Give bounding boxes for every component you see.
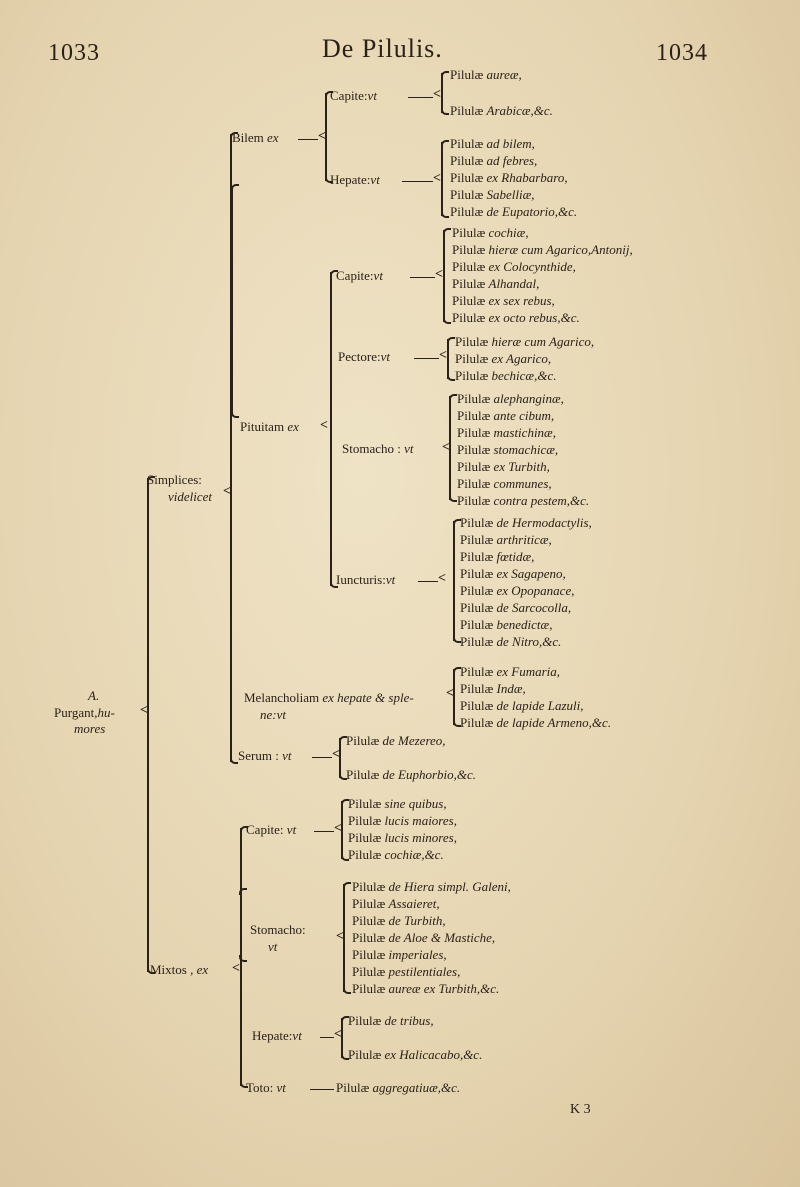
bilem-dash xyxy=(298,139,318,140)
item-word: Pilulæ xyxy=(457,391,491,406)
mix-hepate-brace xyxy=(341,1018,343,1058)
item-word: Pilulæ xyxy=(348,830,382,845)
item-word: Pilulæ xyxy=(460,532,494,547)
item-word: Pilulæ xyxy=(452,310,486,325)
list-item xyxy=(352,930,495,945)
mix-hepate-tip: < xyxy=(334,1027,342,1042)
item-name: de Mezereo, xyxy=(382,733,446,748)
list-item xyxy=(460,617,552,632)
item-word: Pilulæ xyxy=(457,425,491,440)
item-word: Pilulæ xyxy=(346,733,380,748)
list-item xyxy=(450,153,537,168)
item-word: Pilulæ xyxy=(450,153,484,168)
item-name: aureæ, xyxy=(486,67,522,82)
simplices-brace-tip: < xyxy=(223,484,231,499)
list-item xyxy=(348,813,457,828)
item-word: Pilulæ xyxy=(455,368,489,383)
item-name: ex Agarico, xyxy=(491,351,552,366)
item-name: mastichinæ, xyxy=(493,425,556,440)
item-word: Pilulæ xyxy=(348,796,382,811)
bilem-capite-dash xyxy=(408,97,433,98)
item-name: de lapide Armeno,&c. xyxy=(496,715,612,730)
list-item xyxy=(450,187,535,202)
list-item xyxy=(460,715,611,730)
list-item xyxy=(452,259,576,274)
simplices-upper-connector xyxy=(232,186,233,416)
item-name: pestilentiales, xyxy=(388,964,461,979)
item-word: Pilulæ xyxy=(450,204,484,219)
pit-iuncturis-brace xyxy=(453,521,455,641)
bilem-brace-tip: < xyxy=(318,129,326,144)
item-name: aureæ ex Turbith,&c. xyxy=(388,981,500,996)
melancholiam-label: Melancholiam ex hepate & sple- xyxy=(244,690,414,705)
item-name: ex Halicacabo,&c. xyxy=(384,1047,483,1062)
item-name: Sabelliæ, xyxy=(486,187,535,202)
item-word: Pilulæ xyxy=(460,681,494,696)
list-item xyxy=(457,425,556,440)
list-item xyxy=(346,767,476,782)
item-word: Pilulæ xyxy=(348,1047,382,1062)
item-name: de Nitro,&c. xyxy=(496,634,562,649)
item-word: Pilulæ xyxy=(457,459,491,474)
list-item xyxy=(352,913,446,928)
item-name: stomachicæ, xyxy=(493,442,559,457)
list-item xyxy=(352,964,460,979)
page-title: De Pilulis. xyxy=(322,34,443,63)
list-item xyxy=(455,351,551,366)
item-name: cochiæ,&c. xyxy=(384,847,444,862)
bilem-hepate-brace xyxy=(441,142,443,216)
item-word: Pilulæ xyxy=(460,617,494,632)
item-name: ex Fumaria, xyxy=(496,664,561,679)
mix-hepate-label: Hepate:vt xyxy=(252,1028,302,1043)
item-word: Pilulæ xyxy=(455,334,489,349)
list-item xyxy=(460,664,560,679)
list-item xyxy=(455,368,556,383)
root-label-a: A. xyxy=(88,688,100,703)
mix-capite-label: Capite: vt xyxy=(246,822,297,837)
bilem-capite-brace xyxy=(441,73,443,113)
item-word: Pilulæ xyxy=(352,879,386,894)
list-item xyxy=(457,476,552,491)
mix-stomacho-label: Stomacho: xyxy=(250,922,306,937)
mixtos-upper-connector xyxy=(240,890,241,960)
item-word: Pilulæ xyxy=(450,170,484,185)
item-word: Pilulæ xyxy=(348,813,382,828)
bilem-brace xyxy=(325,93,327,181)
item-word: Pilulæ xyxy=(457,442,491,457)
bilem-hepate-tip: < xyxy=(433,171,441,186)
item-name: de Euphorbio,&c. xyxy=(382,767,477,782)
item-name: ex octo rebus,&c. xyxy=(488,310,580,325)
item-name: de tribus, xyxy=(384,1013,434,1028)
mix-stomacho-vt: vt xyxy=(268,939,278,954)
bilem-label: Bilem ex xyxy=(232,130,279,145)
mix-capite-dash xyxy=(314,831,334,832)
mix-toto-dash xyxy=(310,1089,334,1090)
mix-stomacho-tip: < xyxy=(336,929,344,944)
item-word: Pilulæ xyxy=(460,600,494,615)
item-name: communes, xyxy=(493,476,552,491)
pit-iuncturis-label: Iuncturis:vt xyxy=(336,572,396,587)
list-item xyxy=(352,947,447,962)
pituitam-brace-tip: < xyxy=(320,418,328,433)
item-word: Pilulæ xyxy=(450,187,484,202)
item-name: de Sarcocolla, xyxy=(496,600,572,615)
melancholiam-tip: < xyxy=(446,686,454,701)
item-name: ex sex rebus, xyxy=(488,293,555,308)
item-name: Indæ, xyxy=(496,681,526,696)
list-item xyxy=(457,408,554,423)
item-name: bechicæ,&c. xyxy=(491,368,557,383)
item-name: hieræ cum Agarico, xyxy=(491,334,595,349)
mixtos-label: Mixtos , ex xyxy=(150,962,209,977)
item-name: alephanginæ, xyxy=(493,391,564,406)
mix-toto-row: Toto: vt xyxy=(246,1080,286,1095)
list-item xyxy=(460,532,552,547)
bilem-hepate-label: Hepate:vt xyxy=(330,172,380,187)
bilem-capite-tip: < xyxy=(433,87,441,102)
item-word: Pilulæ xyxy=(460,698,494,713)
item-word: Pilulæ xyxy=(352,981,386,996)
mix-toto-item: Pilulæ aggregatiuæ,&c. xyxy=(336,1080,461,1095)
item-name: hieræ cum Agarico,Antonij, xyxy=(488,242,633,257)
pit-stomacho-brace xyxy=(449,396,451,500)
item-name: imperiales, xyxy=(388,947,447,962)
list-item xyxy=(452,242,633,257)
list-item xyxy=(457,442,558,457)
item-name: lucis maiores, xyxy=(384,813,457,828)
item-name: Alhandal, xyxy=(488,276,540,291)
simplices-sub: videlicet xyxy=(168,489,213,504)
list-item xyxy=(457,391,564,406)
serum-label: Serum : vt xyxy=(238,748,292,763)
item-word: Pilulæ xyxy=(460,583,494,598)
item-word: Pilulæ xyxy=(455,351,489,366)
list-item xyxy=(348,1047,482,1062)
serum-dash xyxy=(312,757,332,758)
list-item xyxy=(352,981,499,996)
pit-stomacho-label: Stomacho : vt xyxy=(342,441,414,456)
pit-iuncturis-dash xyxy=(418,581,438,582)
list-item xyxy=(460,583,574,598)
pit-pectore-brace xyxy=(447,339,449,379)
item-word: Pilulæ xyxy=(457,408,491,423)
item-name: ex Sagapeno, xyxy=(496,566,566,581)
root-label-purgant: Purgant,hu- xyxy=(54,705,115,720)
root-label-mores: mores xyxy=(74,721,106,736)
item-word: Pilulæ xyxy=(352,964,386,979)
pit-capite-label: Capite:vt xyxy=(336,268,383,283)
item-word: Pilulæ xyxy=(460,715,494,730)
item-name: ex Colocynthide, xyxy=(488,259,576,274)
item-word: Pilulæ xyxy=(452,259,486,274)
serum-tip: < xyxy=(332,747,340,762)
mixtos-brace-tip: < xyxy=(232,961,240,976)
item-name: cochiæ, xyxy=(488,225,529,240)
item-name: lucis minores, xyxy=(384,830,457,845)
item-word: Pilulæ xyxy=(452,225,486,240)
item-word: Pilulæ xyxy=(460,515,494,530)
mix-capite-tip: < xyxy=(334,821,342,836)
item-word: Pilulæ xyxy=(450,103,484,118)
bilem-capite-label: Capite:vt xyxy=(330,88,377,103)
item-name: de Turbith, xyxy=(388,913,446,928)
pit-stomacho-tip: < xyxy=(442,440,450,455)
root-brace xyxy=(147,478,149,972)
item-name: ante cibum, xyxy=(493,408,555,423)
item-word: Pilulæ xyxy=(460,549,494,564)
pit-capite-brace xyxy=(443,230,445,322)
item-word: Pilulæ xyxy=(457,493,491,508)
item-name: ad febres, xyxy=(486,153,538,168)
root-brace-tip: < xyxy=(140,703,148,718)
mix-hepate-dash xyxy=(320,1037,334,1038)
list-item xyxy=(450,204,577,219)
list-item xyxy=(460,634,561,649)
item-name: sine quibus, xyxy=(384,796,447,811)
left-page-number: 1033 xyxy=(48,40,100,66)
list-item xyxy=(452,276,539,291)
item-name: fœtidæ, xyxy=(496,549,535,564)
item-word: Pilulæ xyxy=(352,896,386,911)
item-word: Pilulæ xyxy=(452,276,486,291)
item-name: Arabicæ,&c. xyxy=(486,103,553,118)
item-word: Pilulæ xyxy=(452,293,486,308)
pit-iuncturis-tip: < xyxy=(438,571,446,586)
item-word: Pilulæ xyxy=(457,476,491,491)
list-item xyxy=(460,549,534,564)
list-item xyxy=(452,225,529,240)
item-name: de Eupatorio,&c. xyxy=(486,204,578,219)
list-item xyxy=(455,334,594,349)
mix-stomacho-brace xyxy=(343,884,345,992)
list-item xyxy=(460,566,566,581)
bilem-hepate-dash xyxy=(402,181,433,182)
signature-mark: K 3 xyxy=(570,1102,591,1117)
item-word: Pilulæ xyxy=(346,767,380,782)
item-word: Pilulæ xyxy=(352,930,386,945)
list-item xyxy=(348,847,444,862)
pituitam-label: Pituitam ex xyxy=(240,419,299,434)
list-item xyxy=(460,681,526,696)
item-name: ex Opopanace, xyxy=(496,583,575,598)
list-item xyxy=(450,170,568,185)
list-item xyxy=(460,515,592,530)
list-item xyxy=(348,796,447,811)
list-item xyxy=(348,830,457,845)
list-item xyxy=(452,293,555,308)
list-item xyxy=(460,698,584,713)
item-word: Pilulæ xyxy=(460,664,494,679)
pit-pectore-tip: < xyxy=(439,348,447,363)
item-name: arthriticæ, xyxy=(496,532,552,547)
item-word: Pilulæ xyxy=(452,242,486,257)
list-item xyxy=(460,600,571,615)
list-item xyxy=(352,879,511,894)
item-name: contra pestem,&c. xyxy=(493,493,590,508)
item-word: Pilulæ xyxy=(450,136,484,151)
list-item xyxy=(452,310,580,325)
list-item xyxy=(457,493,589,508)
pit-capite-dash xyxy=(410,277,435,278)
list-item xyxy=(348,1013,434,1028)
item-name: de Hiera simpl. Galeni, xyxy=(388,879,511,894)
item-name: de lapide Lazuli, xyxy=(496,698,584,713)
item-name: de Aloe & Mastiche, xyxy=(388,930,496,945)
item-name: ad bilem, xyxy=(486,136,535,151)
right-page-number: 1034 xyxy=(656,40,708,66)
simplices-label: Simplices: xyxy=(147,472,202,487)
item-name: Assaieret, xyxy=(388,896,440,911)
pit-capite-tip: < xyxy=(435,267,443,282)
pit-pectore-label: Pectore:vt xyxy=(338,349,390,364)
item-name: ex Rhabarbaro, xyxy=(486,170,568,185)
list-item xyxy=(352,896,440,911)
item-word: Pilulæ xyxy=(352,913,386,928)
list-item xyxy=(457,459,550,474)
list-item xyxy=(450,103,553,118)
list-item xyxy=(450,136,535,151)
melancholiam-brace xyxy=(453,669,455,725)
item-word: Pilulæ xyxy=(348,1013,382,1028)
item-word: Pilulæ xyxy=(460,566,494,581)
pituitam-brace xyxy=(330,272,332,586)
item-word: Pilulæ xyxy=(352,947,386,962)
list-item xyxy=(346,733,446,748)
item-word: Pilulæ xyxy=(348,847,382,862)
pit-pectore-dash xyxy=(414,358,439,359)
serum-brace xyxy=(339,738,341,778)
list-item xyxy=(450,67,522,82)
item-name: ex Turbith, xyxy=(493,459,550,474)
melancholiam-line2: ne:vt xyxy=(260,707,286,722)
item-word: Pilulæ xyxy=(460,634,494,649)
item-name: benedictæ, xyxy=(496,617,553,632)
item-word: Pilulæ xyxy=(450,67,484,82)
mix-capite-brace xyxy=(341,801,343,859)
item-name: de Hermodactylis, xyxy=(496,515,592,530)
